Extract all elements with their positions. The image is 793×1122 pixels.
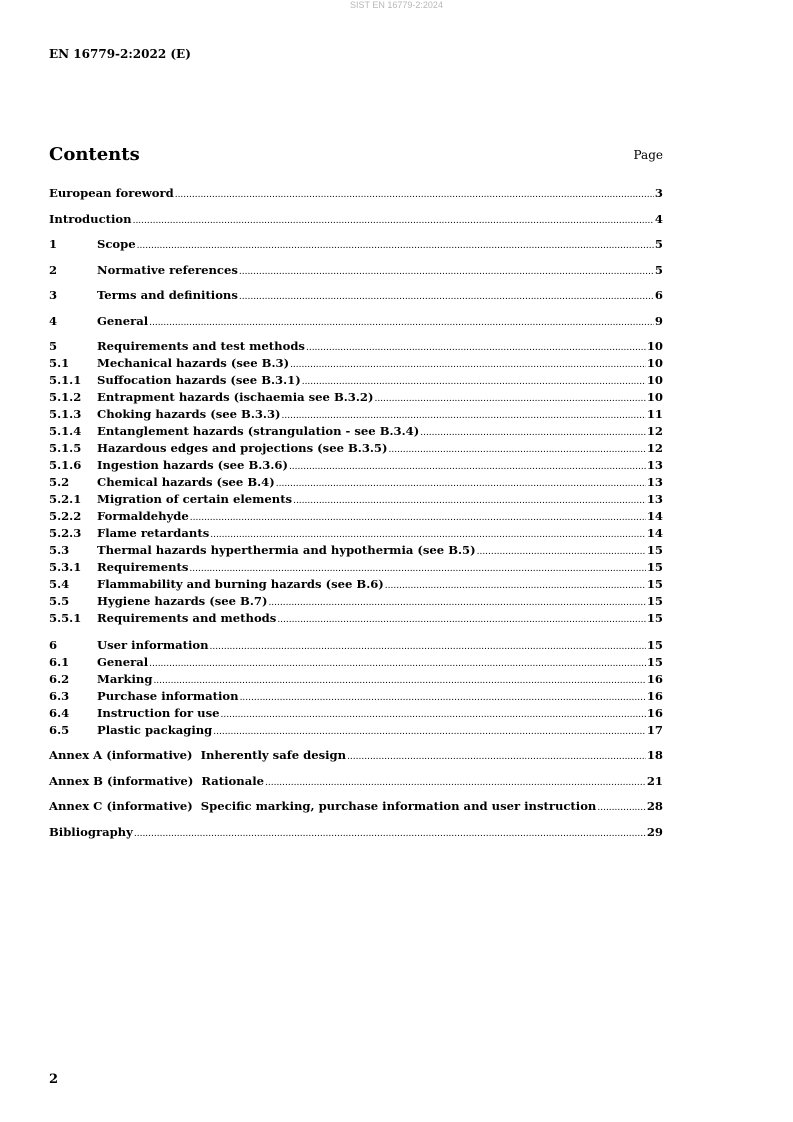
toc-entry-number: 5.1.6 (49, 458, 82, 472)
toc-entry-page: 12 (646, 441, 663, 455)
toc-entry-page: 29 (646, 825, 663, 839)
toc-entry-page: 11 (646, 407, 663, 421)
toc-entry[interactable] (49, 211, 663, 227)
toc-entry-page: 14 (646, 509, 663, 523)
toc-dot-leader (282, 408, 646, 424)
toc-entry[interactable] (49, 389, 663, 405)
toc-dot-leader (290, 357, 646, 373)
toc-entry-title: Hygiene hazards (see B.7) (97, 594, 268, 608)
toc-entry-page: 10 (646, 339, 663, 353)
toc-entry-title: Marking (97, 672, 153, 686)
toc-entry-number: 5.1.3 (49, 407, 82, 421)
toc-entry[interactable] (49, 474, 663, 490)
toc-entry-number: 1 (49, 237, 58, 251)
toc-entry-page: 5 (654, 237, 663, 251)
toc-entry[interactable] (49, 372, 663, 388)
toc-entry[interactable] (49, 747, 663, 763)
toc-entry-number: 6 (49, 638, 58, 652)
toc-dot-leader (239, 289, 654, 305)
toc-dot-leader (276, 476, 646, 492)
toc-entry-number: 6.2 (49, 672, 70, 686)
toc-entry-title: Migration of certain elements (97, 492, 293, 506)
toc-dot-leader (347, 749, 646, 765)
toc-entry-page: 10 (646, 390, 663, 404)
watermark: SIST EN 16779-2:2024 (350, 0, 443, 10)
toc-entry-number: 5.5 (49, 594, 70, 608)
toc-entry-number: 4 (49, 314, 58, 328)
toc-entry-page: 6 (654, 288, 663, 302)
toc-dot-leader (293, 493, 646, 509)
toc-entry-title: Instruction for use (97, 706, 220, 720)
toc-entry[interactable] (49, 637, 663, 653)
toc-entry[interactable] (49, 824, 663, 840)
toc-entry-title: Purchase information (97, 689, 239, 703)
page-column-label: Page (633, 148, 663, 162)
toc-dot-leader (385, 578, 646, 594)
toc-entry-title: Scope (97, 237, 136, 251)
toc-entry-title: Plastic packaging (97, 723, 213, 737)
toc-entry[interactable] (49, 671, 663, 687)
toc-entry-page: 16 (646, 689, 663, 703)
toc-entry-title: Entanglement hazards (strangulation - see B.3.4) (97, 424, 420, 438)
toc-entry-page: 15 (646, 638, 663, 652)
toc-entry-title: Flame retardants (97, 526, 210, 540)
toc-entry-title: Entrapment hazards (ischaemia see B.3.2) (97, 390, 374, 404)
toc-entry[interactable] (49, 722, 663, 738)
toc-entry-number: 6.1 (49, 655, 70, 669)
toc-entry-number: 5.4 (49, 577, 70, 591)
toc-entry[interactable] (49, 185, 663, 201)
toc-entry[interactable] (49, 576, 663, 592)
toc-entry-title: Mechanical hazards (see B.3) (97, 356, 290, 370)
toc-entry[interactable] (49, 355, 663, 371)
toc-dot-leader (420, 425, 646, 441)
toc-entry-page: 21 (646, 774, 663, 788)
toc-entry-number: 5.1 (49, 356, 70, 370)
toc-entry[interactable] (49, 508, 663, 524)
toc-entry-title: General (97, 655, 149, 669)
toc-entry-number: 6.3 (49, 689, 70, 703)
toc-dot-leader (137, 238, 654, 254)
toc-entry[interactable] (49, 313, 663, 329)
toc-entry-title: Introduction (49, 212, 132, 226)
toc-dot-leader (277, 612, 646, 628)
toc-entry-page: 15 (646, 577, 663, 591)
toc-entry-title: European foreword (49, 186, 174, 200)
toc-entry-page: 15 (646, 611, 663, 625)
toc-entry-title: Terms and definitions (97, 288, 238, 302)
toc-dot-leader (210, 639, 646, 655)
toc-entry-page: 16 (646, 672, 663, 686)
toc-entry-page: 15 (646, 543, 663, 557)
toc-dot-leader (153, 673, 645, 689)
toc-dot-leader (306, 340, 646, 356)
toc-dot-leader (149, 315, 654, 331)
toc-entry[interactable] (49, 338, 663, 354)
toc-entry-title: Requirements (97, 560, 189, 574)
toc-entry-number: 5.2.1 (49, 492, 82, 506)
toc-entry-title: Normative references (97, 263, 238, 277)
toc-entry[interactable] (49, 457, 663, 473)
toc-entry-number: 5.1.1 (49, 373, 82, 387)
toc-entry-page: 16 (646, 706, 663, 720)
toc-entry-page: 28 (646, 799, 663, 813)
toc-entry[interactable] (49, 406, 663, 422)
toc-dot-leader (374, 391, 645, 407)
toc-dot-leader (134, 826, 646, 842)
toc-entry-title: Chemical hazards (see B.4) (97, 475, 275, 489)
toc-entry[interactable] (49, 525, 663, 541)
toc-entry[interactable] (49, 688, 663, 704)
toc-entry[interactable] (49, 705, 663, 721)
toc-entry-page: 13 (646, 492, 663, 506)
toc-entry-number: 5.2 (49, 475, 70, 489)
toc-entry-number: 5.3 (49, 543, 70, 557)
toc-entry-title: Choking hazards (see B.3.3) (97, 407, 281, 421)
toc-entry-number: 3 (49, 288, 58, 302)
toc-entry[interactable] (49, 236, 663, 252)
toc-entry[interactable] (49, 491, 663, 507)
toc-dot-leader (302, 374, 646, 390)
toc-entry-number: 5.5.1 (49, 611, 82, 625)
toc-entry-title: General (97, 314, 149, 328)
toc-dot-leader (190, 510, 646, 526)
toc-entry-title: Hazardous edges and projections (see B.3.5) (97, 441, 388, 455)
toc-entry-title: Requirements and test methods (97, 339, 305, 353)
toc-dot-leader (477, 544, 646, 560)
toc-dot-leader (210, 527, 646, 543)
toc-entry[interactable] (49, 287, 663, 303)
toc-entry-page: 3 (654, 186, 663, 200)
toc-entry[interactable] (49, 542, 663, 558)
toc-entry-page: 18 (646, 748, 663, 762)
toc-entry-number: 6.4 (49, 706, 70, 720)
toc-entry-title: User information (97, 638, 209, 652)
toc-entry-number: 5.1.4 (49, 424, 82, 438)
toc-entry-number: 5.1.5 (49, 441, 82, 455)
toc-entry[interactable] (49, 654, 663, 670)
toc-entry-number: 5.2.2 (49, 509, 82, 523)
toc-entry-number: 5.1.2 (49, 390, 82, 404)
toc-entry[interactable] (49, 440, 663, 456)
toc-entry-page: 13 (646, 475, 663, 489)
toc-dot-leader (268, 595, 645, 611)
toc-entry-title: Requirements and methods (97, 611, 277, 625)
toc-entry[interactable] (49, 610, 663, 626)
toc-dot-leader (289, 459, 646, 475)
toc-entry-page: 12 (646, 424, 663, 438)
toc-entry-page: 10 (646, 373, 663, 387)
toc-entry-title: Annex A (informative) Inherently safe design (49, 748, 347, 762)
toc-dot-leader (265, 775, 646, 791)
toc-dot-leader (221, 707, 646, 723)
toc-entry-page: 15 (646, 594, 663, 608)
toc-entry-page: 4 (654, 212, 663, 226)
toc-entry-number: 5.2.3 (49, 526, 82, 540)
toc-entry-page: 13 (646, 458, 663, 472)
toc-entry-title: Annex B (informative) Rationale (49, 774, 264, 788)
contents-heading: Contents (49, 144, 140, 165)
toc-entry-title: Annex C (informative) Specific marking, purchase information and user instruction (49, 799, 597, 813)
toc-entry[interactable] (49, 798, 663, 814)
toc-entry-number: 6.5 (49, 723, 70, 737)
toc-entry-page: 5 (654, 263, 663, 277)
toc-entry-page: 14 (646, 526, 663, 540)
toc-entry-page: 15 (646, 560, 663, 574)
toc-entry-page: 17 (646, 723, 663, 737)
toc-entry-title: Flammability and burning hazards (see B.6) (97, 577, 384, 591)
toc-dot-leader (133, 213, 654, 229)
toc-entry-number: 5.3.1 (49, 560, 82, 574)
toc-entry-title: Formaldehyde (97, 509, 189, 523)
toc-entry[interactable] (49, 773, 663, 789)
toc-dot-leader (597, 800, 646, 816)
toc-dot-leader (175, 187, 654, 203)
document-id: EN 16779-2:2022 (E) (49, 47, 191, 61)
page-number: 2 (49, 1072, 59, 1087)
toc-entry-title: Thermal hazards hyperthermia and hypothermia (see B.5) (97, 543, 476, 557)
toc-entry[interactable] (49, 559, 663, 575)
toc-dot-leader (149, 656, 646, 672)
toc-entry-title: Bibliography (49, 825, 133, 839)
toc-dot-leader (213, 724, 646, 740)
toc-entry-title: Ingestion hazards (see B.3.6) (97, 458, 288, 472)
toc-entry[interactable] (49, 262, 663, 278)
toc-entry-title: Suffocation hazards (see B.3.1) (97, 373, 301, 387)
toc-entry-number: 5 (49, 339, 58, 353)
toc-entry-page: 9 (654, 314, 663, 328)
toc-entry-page: 15 (646, 655, 663, 669)
toc-dot-leader (388, 442, 645, 458)
toc-entry-number: 2 (49, 263, 58, 277)
toc-dot-leader (189, 561, 645, 577)
toc-entry[interactable] (49, 593, 663, 609)
toc-entry-page: 10 (646, 356, 663, 370)
toc-dot-leader (239, 264, 654, 280)
toc-entry[interactable] (49, 423, 663, 439)
toc-dot-leader (240, 690, 646, 706)
